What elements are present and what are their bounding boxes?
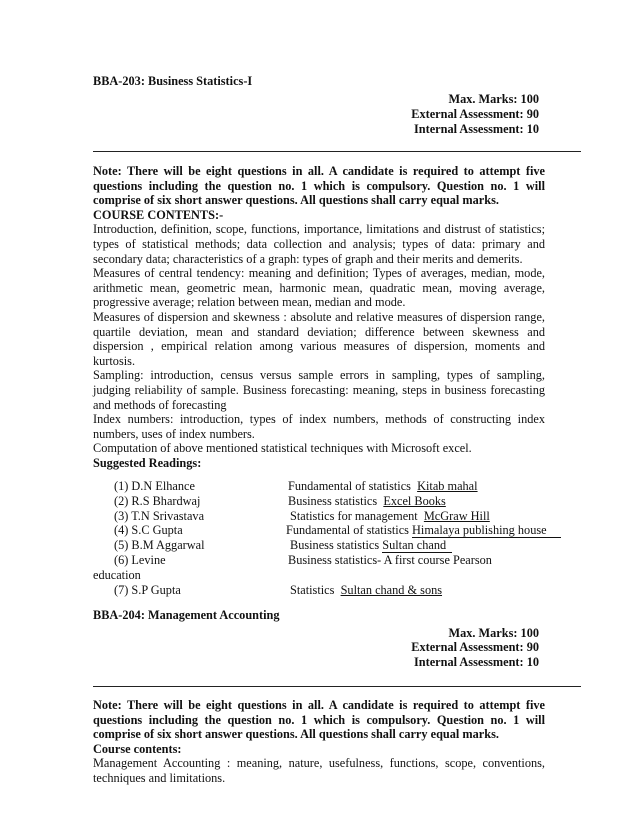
- reading-wrap: [93, 568, 583, 583]
- reading-publisher: Himalaya publishing house: [412, 524, 561, 538]
- reading-title: Fundamental of statistics: [286, 523, 409, 538]
- reading-author: (6) Levine: [114, 552, 166, 567]
- reading-author: (4) S.C Gupta: [114, 523, 183, 538]
- reading-author: (2) R.S Bhardwaj: [114, 493, 201, 508]
- course-title: BBA-203: Business Statistics-I: [93, 74, 253, 88]
- reading-author: (7) S.P Gupta: [114, 582, 181, 597]
- internal-assessment: Internal Assessment: 10: [413, 122, 539, 136]
- paragraph: Measures of central tendency: meaning and definition; Types of averages, median, mode, arithmetic mean, geometric mean, harmonic mean, quadratic mean, moving average, progressive average; relation between mean, median and mode.: [93, 266, 545, 310]
- readings-list: [93, 479, 583, 597]
- reading-title: Business statistics- A first course Pearson: [288, 552, 492, 567]
- internal-assessment: Internal Assessment: 10: [413, 655, 539, 669]
- paragraph: Index numbers: introduction, types of index numbers, methods of constructing index numbers, uses of index numbers.: [93, 412, 545, 441]
- paragraph: Management Accounting : meaning, nature, usefulness, functions, scope, conventions, techniques and limitations.: [93, 756, 545, 785]
- exam-note: Note: There will be eight questions in all. A candidate is required to attempt five questions including the question no. 1 which is compulsory. Question no. 1 will comprise of six short answer questions. All questions shall carry equal marks.: [93, 698, 545, 742]
- reading-wrap-text: education: [93, 567, 141, 582]
- reading-author: (5) B.M Aggarwal: [114, 538, 205, 553]
- readings-heading: Suggested Readings:: [93, 455, 202, 470]
- reading-title: Statistics: [290, 582, 335, 597]
- reading-title: Business statistics: [288, 493, 378, 508]
- reading-author: (1) D.N Elhance: [114, 479, 195, 493]
- reading-title: Business statistics: [290, 538, 380, 553]
- reading-publisher: Sultan chand: [382, 539, 452, 553]
- reading-title: Statistics for management: [290, 508, 418, 523]
- paragraph: Introduction, definition, scope, functions, importance, limitations and distrust of statistics; types of statistical methods; data collection and analysis; types of data: primary and secondary data; characteristics of a graph: types of graph and their merits and demerits.: [93, 222, 545, 266]
- divider: [93, 151, 581, 152]
- reading-author: (3) T.N Srivastava: [114, 508, 205, 523]
- external-assessment: External Assessment: 90: [411, 107, 539, 121]
- paragraph: Measures of dispersion and skewness : absolute and relative measures of dispersion range, quartile deviation, mean and standard deviation; difference between skewness and dispersion , empirical relation among various measures of dispersion, moments and kurtosis.: [93, 309, 545, 368]
- reading-item: [93, 494, 583, 509]
- course-body: [93, 164, 545, 470]
- reading-item: [93, 479, 583, 494]
- reading-item: [93, 523, 583, 538]
- reading-item: [93, 583, 583, 598]
- paragraph: Sampling: introduction, census versus sample errors in sampling, types of sampling, judging reliability of sample. Business forecasting: meaning, steps in business forecasting and methods of forecasting: [93, 368, 545, 412]
- reading-item: [93, 553, 583, 568]
- course-title: BBA-204: Management Accounting: [93, 608, 280, 622]
- max-marks: Max. Marks: 100: [448, 626, 539, 640]
- contents-heading: COURSE CONTENTS:-: [93, 207, 224, 222]
- reading-item: [93, 509, 583, 524]
- paragraph: Computation of above mentioned statistical techniques with Microsoft excel.: [93, 441, 472, 456]
- course-body: [93, 698, 545, 786]
- max-marks: Max. Marks: 100: [448, 92, 539, 106]
- reading-publisher: Sultan chand & sons: [340, 582, 443, 597]
- reading-publisher: Kitab mahal: [417, 479, 478, 493]
- exam-note: Note: There will be eight questions in all. A candidate is required to attempt five questions including the question no. 1 which is compulsory. Question no. 1 will comprise of six short answer questions. All questions shall carry equal marks.: [93, 164, 545, 208]
- reading-publisher: Excel Books: [383, 493, 446, 508]
- reading-item: [93, 538, 583, 553]
- reading-title: Fundamental of statistics: [288, 479, 411, 493]
- external-assessment: External Assessment: 90: [411, 640, 539, 654]
- contents-heading: Course contents:: [93, 741, 182, 756]
- divider: [93, 686, 581, 687]
- reading-publisher: McGraw Hill: [423, 508, 490, 523]
